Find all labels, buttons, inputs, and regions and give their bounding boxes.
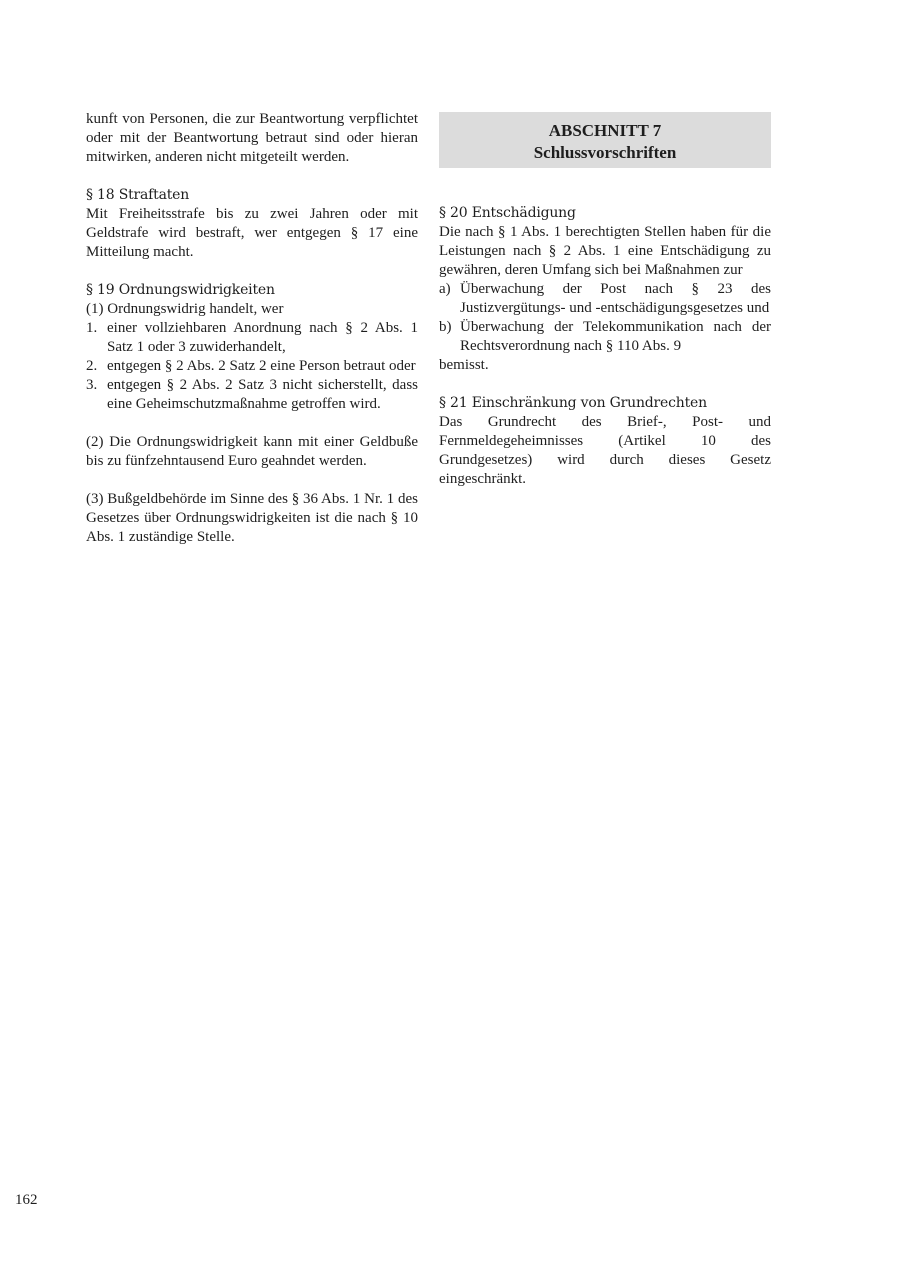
- list-item: [439, 280, 771, 318]
- section-20-list: [439, 280, 771, 356]
- section-subtitle: Schlussvorschriften: [533, 143, 677, 162]
- section-21-text: Das Grundrecht des Brief-, Post- und Fernmeldegeheimnisses (Artikel 10 des Grundgesetzes) wird durch dieses Gesetz eingeschränkt.: [439, 414, 771, 487]
- list-item-text: Überwachung der Post nach § 23 des Justizvergütungs- und -entschädigungsgesetzes und: [460, 281, 771, 316]
- section-19-intro: (1) Ordnungswidrig handelt, wer: [86, 301, 284, 317]
- list-marker: b): [439, 319, 452, 335]
- section-title: ABSCHNITT 7: [548, 121, 662, 140]
- list-item-text: Überwachung der Telekommunikation nach der Rechtsverordnung nach § 110 Abs. 9: [460, 319, 771, 354]
- list-marker: 2.: [86, 358, 98, 374]
- section-19-paragraph-2: (2) Die Ordnungswidrigkeit kann mit einer Geldbuße bis zu fünfzehntausend Euro geahndet werden.: [86, 434, 418, 469]
- section-20-heading: § 20 Entschädigung: [439, 205, 576, 221]
- section-21-heading: § 21 Einschränkung von Grundrechten: [439, 395, 707, 411]
- list-item-text: entgegen § 2 Abs. 2 Satz 2 eine Person betraut oder: [107, 358, 416, 374]
- left-column: [86, 110, 418, 547]
- right-column: [439, 110, 771, 489]
- section-19-paragraph-3: (3) Bußgeldbehörde im Sinne des § 36 Abs. 1 Nr. 1 des Gesetzes über Ordnungswidrigkeiten ist die nach § 10 Abs. 1 zuständige Stelle.: [86, 491, 418, 545]
- list-item: [86, 357, 418, 376]
- section-20-intro: Die nach § 1 Abs. 1 berechtigten Stellen haben für die Leistungen nach § 2 Abs. 1 eine Entschädigung zu gewähren, deren Umfang sich bei Maßnahmen zur: [439, 224, 771, 278]
- section-18-heading: § 18 Straftaten: [86, 187, 190, 203]
- list-item-text: einer vollziehbaren Anordnung nach § 2 Abs. 1 Satz 1 oder 3 zuwiderhandelt,: [107, 320, 418, 355]
- section-19-list: [86, 319, 418, 414]
- page-number: 162: [15, 1192, 38, 1208]
- list-marker: 1.: [86, 320, 98, 336]
- section-title-box: [439, 112, 771, 168]
- section-18-text: Mit Freiheitsstrafe bis zu zwei Jahren oder mit Geldstrafe wird bestraft, wer entgegen § 17 eine Mitteilung macht.: [86, 206, 418, 260]
- list-marker: 3.: [86, 377, 98, 393]
- section-19-heading: § 19 Ordnungswidrigkeiten: [86, 282, 275, 298]
- continuation-paragraph: kunft von Personen, die zur Beantwortung verpflichtet oder mit der Beantwortung betraut sind oder hieran mitwirken, anderen nicht mitgeteilt werden.: [86, 111, 418, 165]
- list-item: [439, 318, 771, 356]
- list-marker: a): [439, 281, 451, 297]
- list-item: [86, 376, 418, 414]
- list-item-text: entgegen § 2 Abs. 2 Satz 3 nicht sicherstellt, dass eine Geheimschutzmaßnahme getroffen wird.: [107, 377, 418, 412]
- section-20-closing: bemisst.: [439, 357, 489, 373]
- list-item: [86, 319, 418, 357]
